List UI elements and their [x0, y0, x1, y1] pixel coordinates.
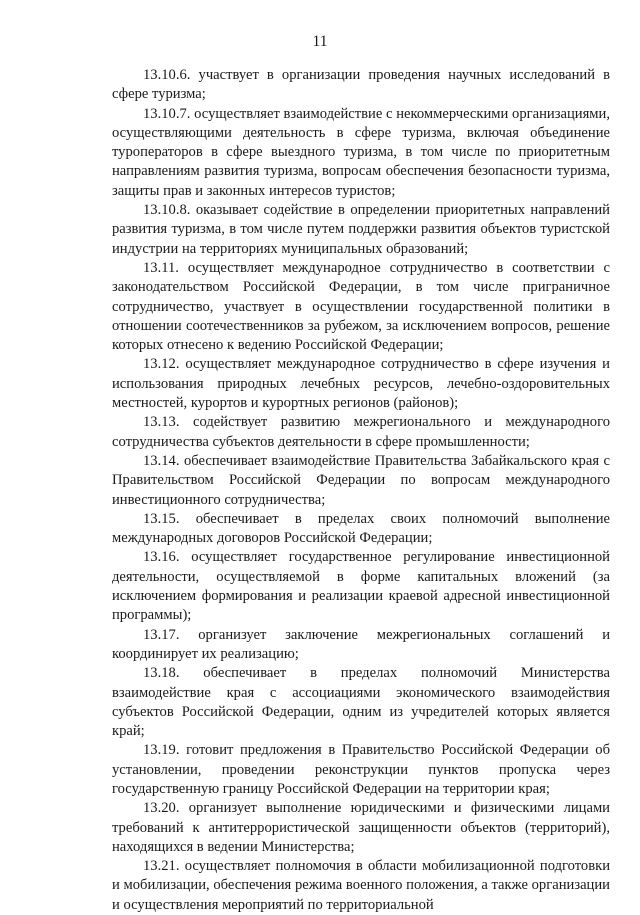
page-number: 11 — [312, 33, 328, 50]
paragraph-13-19: 13.19. готовит предложения в Правительство Российской Федерации об установлении, проведении реконструкции пунктов пропуска через государственную границу Российской Федерации на территории края; — [112, 742, 610, 797]
paragraph-13-10-7: 13.10.7. осуществляет взаимодействие с некоммерческими организациями, осуществляющими деятельность в сфере туризма, включая объединение туроператоров в сфере выездного туризма, в том числе по приоритетным направлениям развития туризма, вопросам обеспечения безопасности туризма, защиты прав и законных интересов туристов; — [112, 105, 610, 199]
paragraph-13-17: 13.17. организует заключение межрегиональных соглашений и координирует их реализацию; — [112, 626, 610, 662]
paragraph-13-10-8: 13.10.8. оказывает содействие в определении приоритетных направлений развития туризма, в том числе путем поддержки развития объектов туристской индустрии на территориях муниципальных образований; — [112, 202, 610, 257]
paragraph-13-18: 13.18. обеспечивает в пределах полномочий Министерства взаимодействие края с ассоциациями экономического взаимодействия субъектов Российской Федерации, одним из учредителей которых является край; — [112, 665, 610, 740]
paragraph-13-20: 13.20. организует выполнение юридическими и физическими лицами требований к антитеррористической защищенности объектов (территорий), находящихся в ведении Министерства; — [112, 800, 610, 855]
paragraph-13-10-6: 13.10.6. участвует в организации проведения научных исследований в сфере туризма; — [112, 67, 610, 103]
paragraph-13-15: 13.15. обеспечивает в пределах своих полномочий выполнение международных договоров Российской Федерации; — [112, 510, 610, 547]
paragraph-13-12: 13.12. осуществляет международное сотрудничество в сфере изучения и использования природных лечебных ресурсов, лечебно-оздоровительных местностей, курортов и курортных регионов (районов); — [112, 356, 610, 412]
paragraph-13-14: 13.14. обеспечивает взаимодействие Правительства Забайкальского края с Правительством Российской Федерации по вопросам международного инвестиционного сотрудничества; — [112, 452, 610, 508]
paragraph-13-11: 13.11. осуществляет международное сотрудничество в соответствии с законодательством Российской Федерации, в том числе приграничное сотрудничество, участвует в осуществлении государственной политики в отношении соотечественников за рубежом, за исключением вопросов, решение которых отнесено к ведению Российской Федерации; — [112, 259, 610, 354]
document-body — [112, 66, 610, 915]
paragraph-13-16: 13.16. осуществляет государственное регулирование инвестиционной деятельности, осуществляемой в форме капитальных вложений (за исключением формирования и реализации краевой адресной инвестиционной программы); — [112, 549, 610, 624]
paragraph-13-13: 13.13. содействует развитию межрегионального и международного сотрудничества субъектов деятельности в сфере промышленности; — [112, 414, 610, 450]
paragraph-13-21: 13.21. осуществляет полномочия в области мобилизационной подготовки и мобилизации, обеспечения режима военного положения, а также организации и осуществления мероприятий по территориальной — [112, 858, 610, 913]
